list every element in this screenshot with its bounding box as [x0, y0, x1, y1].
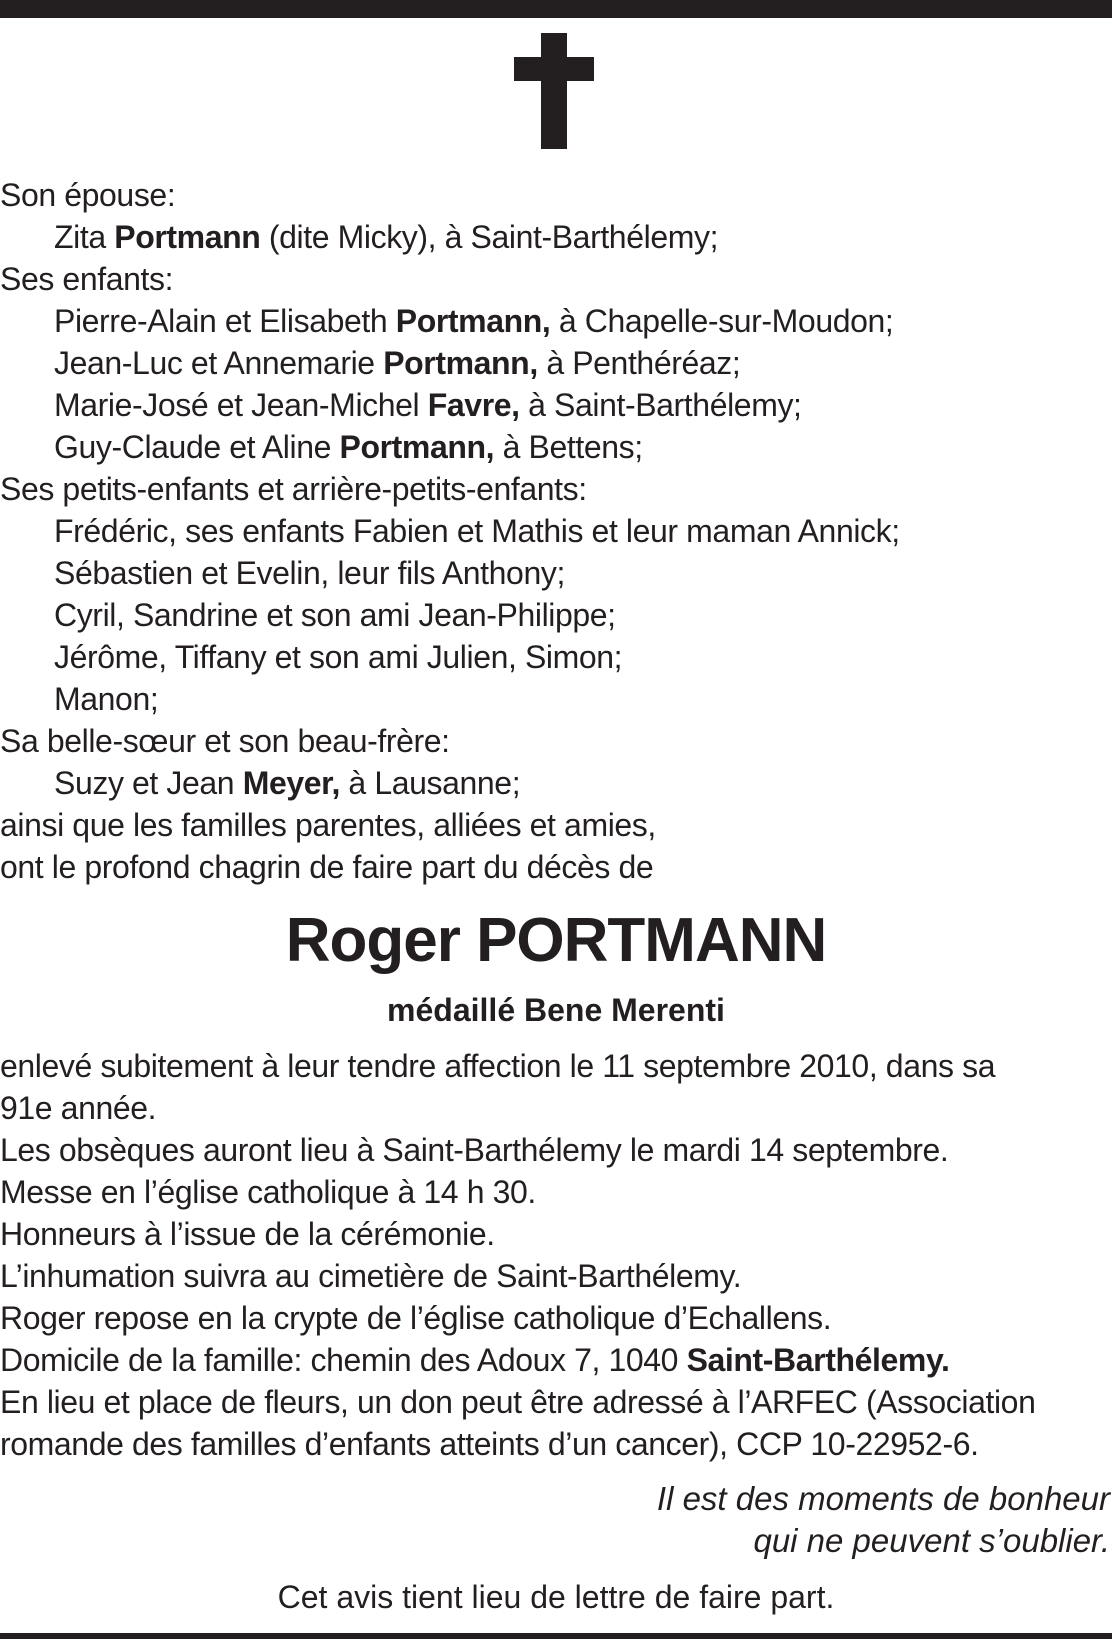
child-names: Pierre-Alain et Elisabeth [54, 303, 396, 339]
child-location: à Bettens; [494, 429, 643, 465]
grandchild-entry: Sébastien et Evelin, leur fils Anthony; [54, 555, 565, 591]
detail-line: Messe en l’église catholique à 14 h 30. [0, 1174, 536, 1210]
child-entry [0, 300, 1112, 342]
inlaws-surname: Meyer, [242, 765, 340, 801]
detail-line: Les obsèques auront lieu à Saint-Barthélemy le mardi 14 septembre. [0, 1132, 949, 1168]
child-surname: Portmann, [339, 429, 495, 465]
child-location: à Penthéréaz; [537, 345, 741, 381]
quote-line-2: qui ne peuvent s’oublier. [753, 1522, 1110, 1559]
cross-icon [514, 33, 594, 149]
family-list [0, 174, 1112, 888]
grandchild-entry: Manon; [54, 681, 159, 717]
child-names: Marie-José et Jean-Michel [54, 387, 428, 423]
announce-line: ont le profond chagrin de faire part du décès de [0, 849, 654, 885]
detail-line: L’inhumation suivra au cimetière de Saint-Barthélemy. [0, 1258, 742, 1294]
child-entry [0, 384, 1112, 426]
children-heading: Ses enfants: [0, 261, 174, 297]
child-location: à Chapelle-sur-Moudon; [550, 303, 894, 339]
donation-line: En lieu et place de fleurs, un don peut être adressé à l’ARFEC (Association [0, 1384, 1036, 1420]
inlaws-names: Suzy et Jean [54, 765, 243, 801]
quote [657, 1478, 1110, 1562]
detail-line: 91e année. [0, 1090, 157, 1126]
child-names: Jean-Luc et Annemarie [54, 345, 384, 381]
domicile-line [0, 1339, 1112, 1381]
detail-line: enlevé subitement à leur tendre affection le 11 septembre 2010, dans sa [0, 1048, 996, 1084]
relatives-line: ainsi que les familles parentes, alliées et amies, [0, 807, 656, 843]
grandchild-entry: Frédéric, ses enfants Fabien et Mathis et leur maman Annick; [54, 513, 900, 549]
donation-line: romande des familles d’enfants atteints d’un cancer), CCP 10-22952-6. [0, 1426, 979, 1462]
spouse-surname: Portmann [114, 219, 261, 255]
cross-vertical-bar [541, 33, 567, 149]
child-location: à Saint-Barthélemy; [519, 387, 802, 423]
deceased-distinction: médaillé Bene Merenti [387, 992, 725, 1028]
grandchildren-heading: Ses petits-enfants et arrière-petits-enfants: [0, 471, 587, 507]
child-surname: Favre, [427, 387, 520, 423]
grandchild-entry: Jérôme, Tiffany et son ami Julien, Simon; [54, 639, 623, 675]
child-surname: Portmann, [383, 345, 538, 381]
child-entry [0, 342, 1112, 384]
bottom-rule [0, 1633, 1112, 1639]
inlaws-location: à Lausanne; [339, 765, 521, 801]
spouse-first-name: Zita [54, 219, 115, 255]
top-rule [0, 0, 1112, 18]
detail-line: Honneurs à l’issue de la cérémonie. [0, 1216, 495, 1252]
funeral-details [0, 1045, 1112, 1465]
domicile-address: Domicile de la famille: chemin des Adoux 7, 1040 [0, 1342, 687, 1378]
inlaws-entry [0, 762, 1112, 804]
spouse-heading: Son épouse: [0, 177, 176, 213]
grandchild-entry: Cyril, Sandrine et son ami Jean-Philippe; [54, 597, 616, 633]
closing-line: Cet avis tient lieu de lettre de faire part. [277, 1579, 835, 1615]
child-names: Guy-Claude et Aline [54, 429, 340, 465]
cross-horizontal-bar [514, 57, 594, 81]
spouse-location: (dite Micky), à Saint-Barthélemy; [260, 219, 719, 255]
child-entry [0, 426, 1112, 468]
domicile-town: Saint-Barthélemy. [686, 1342, 950, 1378]
quote-line-1: Il est des moments de bonheur [656, 1480, 1110, 1517]
child-surname: Portmann, [395, 303, 551, 339]
deceased-name: Roger PORTMANN [285, 906, 827, 975]
inlaws-heading: Sa belle-sœur et son beau-frère: [0, 723, 450, 759]
spouse-entry [0, 216, 1112, 258]
detail-line: Roger repose en la crypte de l’église catholique d’Echallens. [0, 1300, 832, 1336]
